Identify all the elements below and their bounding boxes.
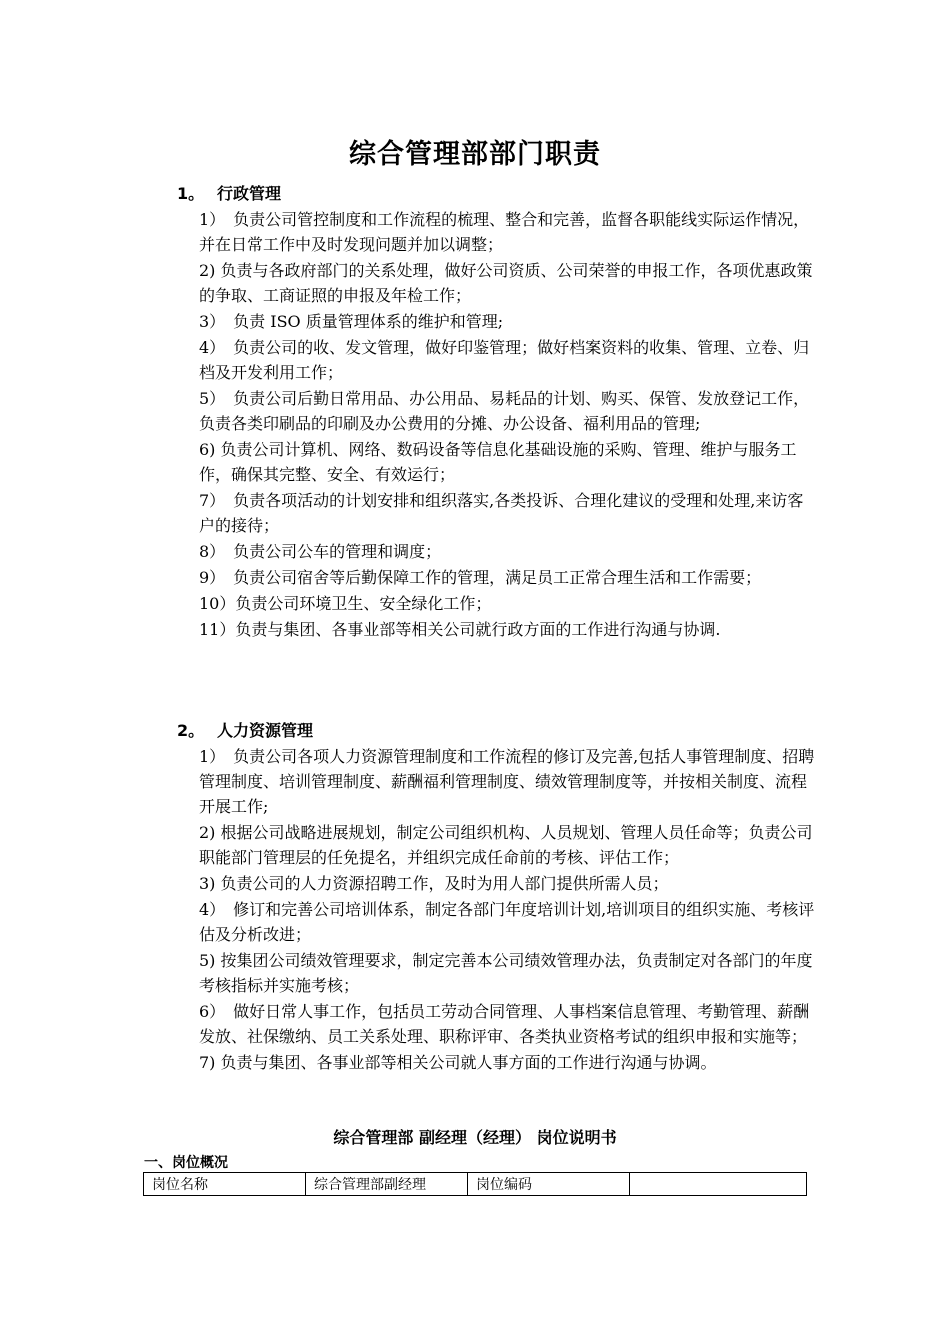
list-item: 1） 负责公司各项人力资源管理制度和工作流程的修订及完善,包括人事管理制度、招聘管理制度、培训管理制度、薪酬福利管理制度、绩效管理制度等，并按相关制度、流程开展工作; bbox=[199, 747, 815, 816]
list-item: 9） 负责公司宿舍等后勤保障工作的管理，满足员工正常合理生活和工作需要； bbox=[199, 568, 762, 587]
job-description-title: 综合管理部 副经理（经理） 岗位说明书 bbox=[333, 1128, 617, 1147]
list-item: 8） 负责公司公车的管理和调度； bbox=[199, 542, 442, 561]
table-cell-label: 岗位名称 bbox=[144, 1173, 306, 1196]
list-item: 3） 负责 ISO 质量管理体系的维护和管理; bbox=[199, 312, 504, 331]
job-info-table bbox=[143, 1172, 807, 1196]
list-item: 6） 做好日常人事工作，包括员工劳动合同管理、人事档案信息管理、考勤管理、薪酬发放、社保缴纳、员工关系处理、职称评审、各类执业资格考试的组织申报和实施等； bbox=[199, 1002, 810, 1046]
section-number: 2。 bbox=[177, 721, 205, 740]
table-cell-value bbox=[630, 1173, 807, 1196]
list-item: 11）负责与集团、各事业部等相关公司就行政方面的工作进行沟通与协调. bbox=[199, 620, 721, 639]
section-admin bbox=[177, 181, 817, 643]
list-item: 7） 负责各项活动的计划安排和组织落实,各类投诉、合理化建议的受理和处理,来访客户的接待； bbox=[199, 491, 804, 535]
table-cell-value: 综合管理部副经理 bbox=[306, 1173, 468, 1196]
section-heading bbox=[177, 718, 817, 744]
section-title: 人力资源管理 bbox=[217, 721, 314, 740]
section-hr bbox=[177, 718, 817, 1076]
page-title: 综合管理部部门职责 bbox=[349, 139, 601, 170]
list-item: 6) 负责公司计算机、网络、数码设备等信息化基础设施的采购、管理、维护与服务工作，确保其完整、安全、有效运行； bbox=[199, 440, 797, 484]
table-cell-label: 岗位编码 bbox=[468, 1173, 630, 1196]
list-item: 2) 根据公司战略进展规划，制定公司组织机构、人员规划、管理人员任命等；负责公司职能部门管理层的任免提名，并组织完成任命前的考核、评估工作； bbox=[199, 823, 813, 867]
item-list bbox=[199, 744, 817, 1075]
item-list bbox=[199, 207, 817, 642]
section-heading bbox=[177, 181, 817, 207]
section-title: 行政管理 bbox=[217, 184, 282, 203]
list-item: 5) 按集团公司绩效管理要求，制定完善本公司绩效管理办法，负责制定对各部门的年度考核指标并实施考核； bbox=[199, 951, 813, 995]
overview-heading: 一、岗位概况 bbox=[144, 1155, 228, 1171]
table-row bbox=[144, 1173, 807, 1196]
list-item: 3) 负责公司的人力资源招聘工作，及时为用人部门提供所需人员； bbox=[199, 874, 669, 893]
list-item: 7) 负责与集团、各事业部等相关公司就人事方面的工作进行沟通与协调。 bbox=[199, 1053, 717, 1072]
list-item: 2) 负责与各政府部门的关系处理，做好公司资质、公司荣誉的申报工作，各项优惠政策的争取、工商证照的申报及年检工作； bbox=[199, 261, 813, 305]
list-item: 4） 负责公司的收、发文管理，做好印鉴管理；做好档案资料的收集、管理、立卷、归档及开发利用工作； bbox=[199, 338, 810, 382]
list-item: 4） 修订和完善公司培训体系，制定各部门年度培训计划,培训项目的组织实施、考核评估及分析改进； bbox=[199, 900, 815, 944]
section-number: 1。 bbox=[177, 184, 205, 203]
list-item: 10）负责公司环境卫生、安全绿化工作； bbox=[199, 594, 492, 613]
list-item: 1） 负责公司管控制度和工作流程的梳理、整合和完善，监督各职能线实际运作情况，并在日常工作中及时发现问题并加以调整； bbox=[199, 210, 810, 254]
list-item: 5） 负责公司后勤日常用品、办公用品、易耗品的计划、购买、保管、发放登记工作，负责各类印刷品的印刷及办公费用的分摊、办公设备、福利用品的管理; bbox=[199, 389, 810, 433]
